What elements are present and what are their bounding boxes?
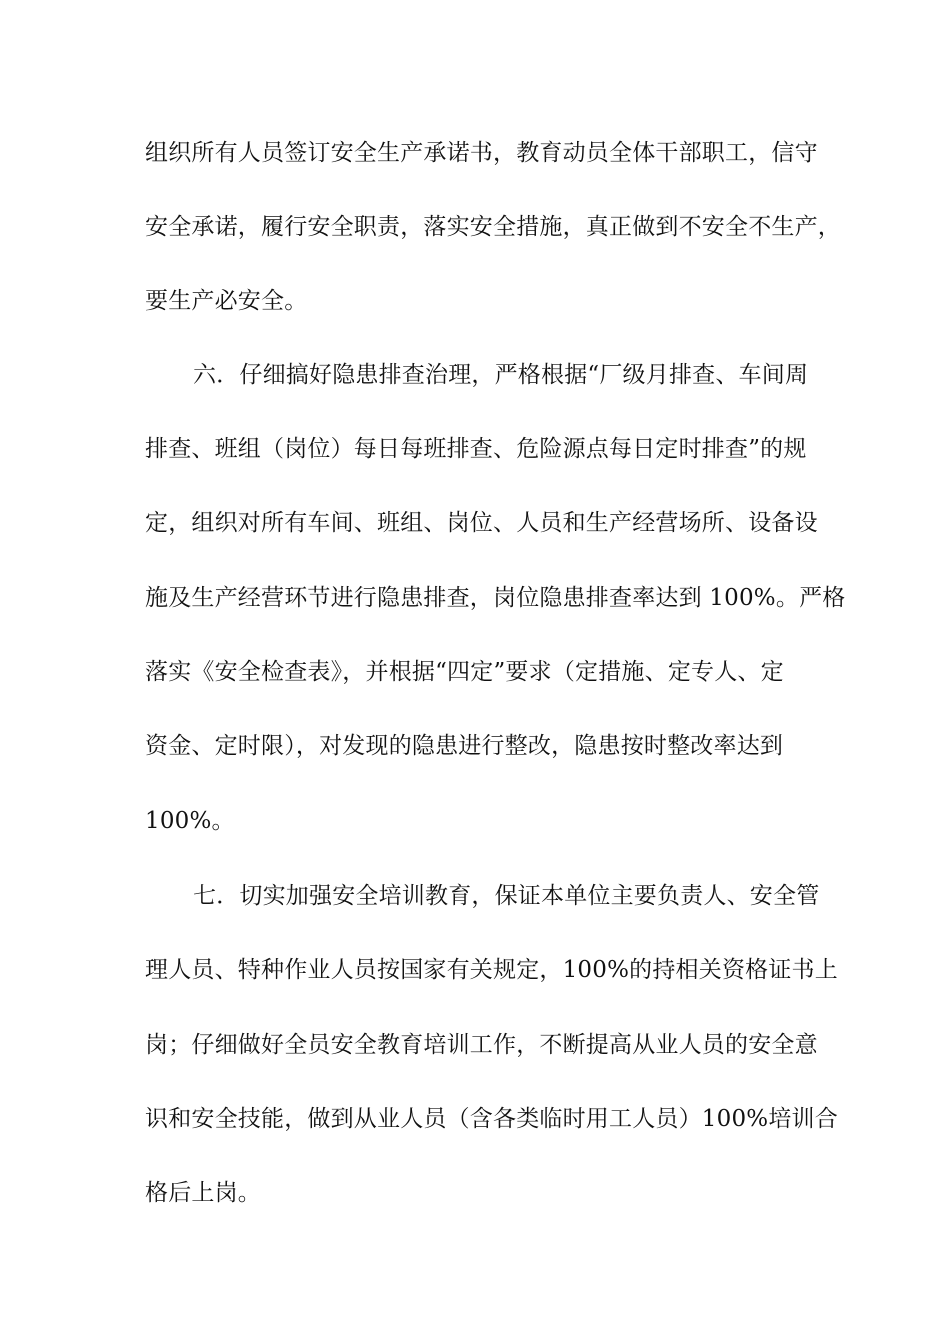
- paragraph-3-line-4: 识和安全技能，做到从业人员（含各类临时用工人员）100%培训合: [145, 1106, 838, 1132]
- paragraph-1-line-3: 要生产必安全。: [145, 288, 308, 314]
- paragraph-3-line-1: 七．切实加强安全培训教育，保证本单位主要负责人、安全管: [193, 883, 820, 909]
- paragraph-2-line-5: 落实《安全检查表》，并根据“四定”要求（定措施、定专人、定: [145, 659, 784, 685]
- paragraph-3-line-3: 岗；仔细做好全员安全教育培训工作，不断提高从业人员的安全意: [145, 1032, 818, 1058]
- paragraph-2-line-3: 定，组织对所有车间、班组、岗位、人员和生产经营场所、设备设: [145, 510, 818, 536]
- paragraph-1-line-2: 安全承诺，履行安全职责，落实安全措施，真正做到不安全不生产，: [145, 214, 841, 240]
- paragraph-1-line-1: 组织所有人员签订安全生产承诺书，教育动员全体干部职工，信守: [145, 140, 818, 166]
- paragraph-2-line-7: 100%。: [145, 808, 235, 834]
- paragraph-2-line-2: 排查、班组（岗位）每日每班排查、危险源点每日定时排查”的规: [145, 436, 807, 462]
- paragraph-2-line-1: 六．仔细搞好隐患排查治理，严格根据“厂级月排查、车间周: [193, 362, 809, 388]
- paragraph-3-line-5: 格后上岗。: [145, 1180, 261, 1206]
- paragraph-3-line-2: 理人员、特种作业人员按国家有关规定，100%的持相关资格证书上: [145, 957, 838, 983]
- paragraph-2-line-6: 资金、定时限），对发现的隐患进行整改，隐患按时整改率达到: [145, 733, 784, 759]
- paragraph-2-line-4: 施及生产经营环节进行隐患排查，岗位隐患排查率达到 100%。严格: [145, 585, 846, 611]
